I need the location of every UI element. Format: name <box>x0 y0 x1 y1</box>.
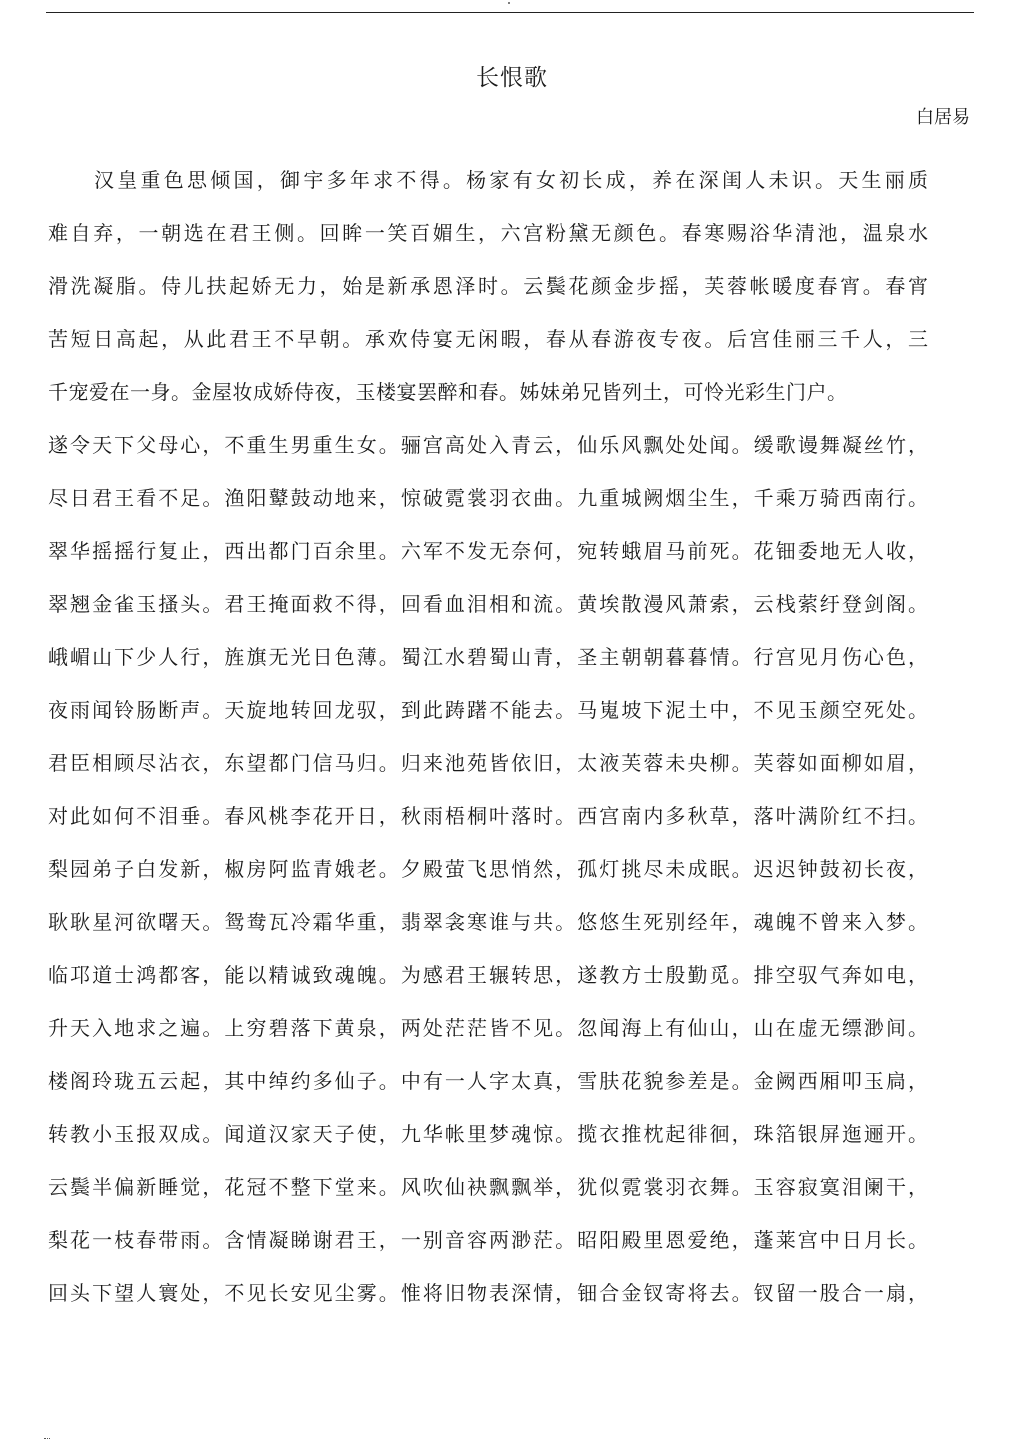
poem-line: 峨嵋山下少人行，旌旗无光日色薄。蜀江水碧蜀山青，圣主朝朝暮暮情。行宫见月伤心色， <box>48 645 928 669</box>
poem-line: 千宠爱在一身。金屋妆成娇侍夜，玉楼宴罢醉和春。姊妹弟兄皆列土，可怜光彩生门户。 <box>48 380 848 404</box>
poem-line: 遂令天下父母心，不重生男重生女。骊宫高处入青云，仙乐风飘处处闻。缓歌谩舞凝丝竹， <box>48 433 928 457</box>
poem-line: 梨园弟子白发新，椒房阿监青娥老。夕殿萤飞思悄然，孤灯挑尽未成眠。迟迟钟鼓初长夜， <box>48 857 928 881</box>
footer-mark <box>44 1438 50 1439</box>
poem-line: 翠翘金雀玉搔头。君王掩面救不得，回看血泪相和流。黄埃散漫风萧索，云栈萦纡登剑阁。 <box>48 592 928 616</box>
poem-line: 夜雨闻铃肠断声。天旋地转回龙驭，到此踌躇不能去。马嵬坡下泥土中，不见玉颜空死处。 <box>48 698 928 722</box>
poem-line: 汉皇重色思倾国，御宇多年求不得。杨家有女初长成，养在深闺人未识。天生丽质 <box>94 168 928 192</box>
poem-line: 翠华摇摇行复止，西出都门百余里。六军不发无奈何，宛转蛾眉马前死。花钿委地无人收， <box>48 539 928 563</box>
poem-line: 楼阁玲珑五云起，其中绰约多仙子。中有一人字太真，雪肤花貌参差是。金阙西厢叩玉扃， <box>48 1069 928 1093</box>
poem-line: 难自弃，一朝选在君王侧。回眸一笑百媚生，六宫粉黛无颜色。春寒赐浴华清池，温泉水 <box>48 221 928 245</box>
header-rule <box>46 12 974 13</box>
poem-author: 白居易 <box>916 107 970 128</box>
poem-line: 耿耿星河欲曙天。鸳鸯瓦冷霜华重，翡翠衾寒谁与共。悠悠生死别经年，魂魄不曾来入梦。 <box>48 910 928 934</box>
poem-body <box>48 154 928 1320</box>
poem-title: 长恨歌 <box>476 65 548 91</box>
poem-line: 升天入地求之遍。上穷碧落下黄泉，两处茫茫皆不见。忽闻海上有仙山，山在虚无缥渺间。 <box>48 1016 928 1040</box>
header-dot <box>508 2 510 4</box>
poem-line: 滑洗凝脂。侍儿扶起娇无力，始是新承恩泽时。云鬓花颜金步摇，芙蓉帐暖度春宵。春宵 <box>48 274 928 298</box>
poem-line: 苦短日高起，从此君王不早朝。承欢侍宴无闲暇，春从春游夜专夜。后宫佳丽三千人，三 <box>48 327 928 351</box>
poem-line: 转教小玉报双成。闻道汉家天子使，九华帐里梦魂惊。揽衣推枕起徘徊，珠箔银屏迤逦开。 <box>48 1122 928 1146</box>
poem-line: 君臣相顾尽沾衣，东望都门信马归。归来池苑皆依旧，太液芙蓉未央柳。芙蓉如面柳如眉， <box>48 751 928 775</box>
poem-line: 云鬓半偏新睡觉，花冠不整下堂来。风吹仙袂飘飘举，犹似霓裳羽衣舞。玉容寂寞泪阑干， <box>48 1175 928 1199</box>
poem-line: 梨花一枝春带雨。含情凝睇谢君王，一别音容两渺茫。昭阳殿里恩爱绝，蓬莱宫中日月长。 <box>48 1228 928 1252</box>
poem-line: 对此如何不泪垂。春风桃李花开日，秋雨梧桐叶落时。西宫南内多秋草，落叶满阶红不扫。 <box>48 804 928 828</box>
poem-line: 尽日君王看不足。渔阳鼙鼓动地来，惊破霓裳羽衣曲。九重城阙烟尘生，千乘万骑西南行。 <box>48 486 928 510</box>
poem-line: 回头下望人寰处，不见长安见尘雾。惟将旧物表深情，钿合金钗寄将去。钗留一股合一扇， <box>48 1281 928 1305</box>
poem-line: 临邛道士鸿都客，能以精诚致魂魄。为感君王辗转思，遂教方士殷勤觅。排空驭气奔如电， <box>48 963 928 987</box>
